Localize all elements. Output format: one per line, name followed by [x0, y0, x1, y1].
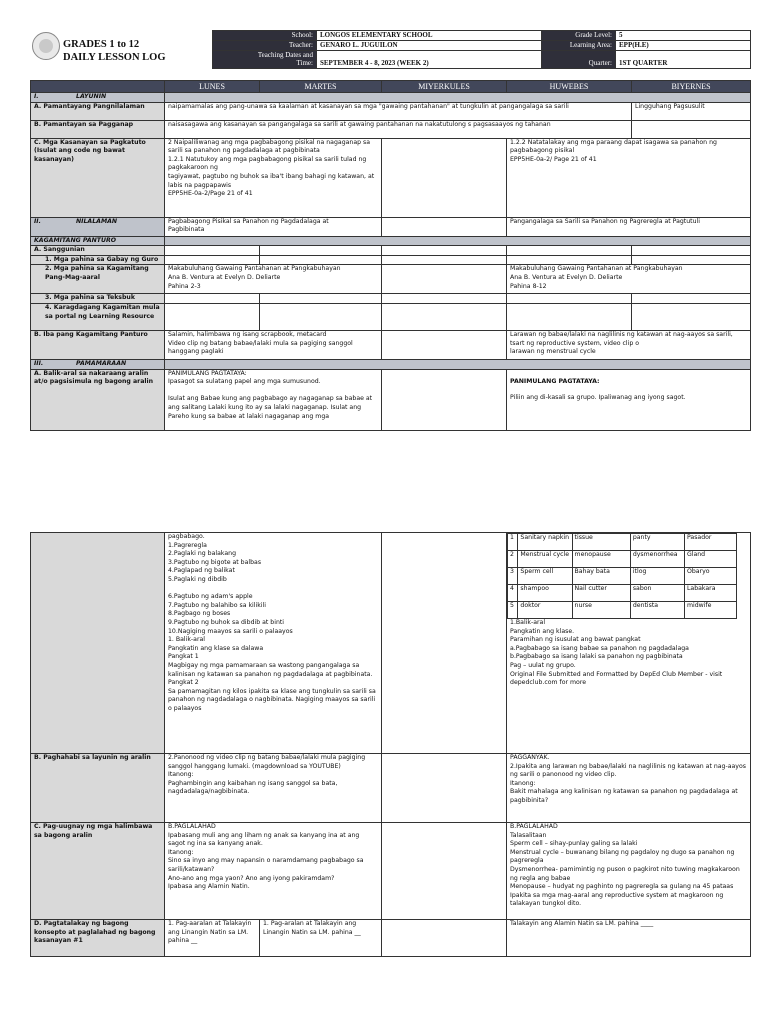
school-value: LONGOS ELEMENTARY SCHOOL [317, 31, 542, 41]
huwebes-pretest-title: PANIMULANG PAGTATAYA: [510, 377, 600, 385]
section-layunin [31, 93, 751, 103]
dates-value: SEPTEMBER 4 - 8, 2023 (WEEK 2) [317, 51, 542, 69]
grid-row [508, 602, 737, 619]
grid-row [508, 568, 737, 585]
grid-row [508, 585, 737, 602]
cell-lunes: PANIMULANG PAGTATAYA: Ipasagot sa sulatang papel ang mga sumusunod. Isulat ang Babae kung ang pagbabago ay nagaganap sa babae at ang salitang Lalaki kung ito ay sa lalaki nagaganap. Isulat ang Pareho kung sa babae at lalaki nagaganap ang mga [165, 369, 382, 430]
section-pamamaraan-label: III. PAMAMARAAN [31, 359, 165, 369]
day-lunes: LUNES [165, 81, 260, 93]
section-nilalaman-label: II. NILALAMAN [31, 217, 165, 236]
grid-cell: dentista [630, 602, 684, 619]
lesson-table-page1 [30, 80, 750, 431]
cell-lunes: 2.Panonood ng video clip ng batang babae/lalaki mula pagiging sanggol hanggang lumaki. (magdownload sa YOUTUBE) Itanong: Paghambingin ang kaibahan ng isang sanggol sa bata, nagdadalaga/nagbibinata. [165, 754, 382, 823]
cell-lunes: naisasagawa ang kasanayan sa pangangalaga sa sarili at gawaing pantahanan na nakatutulong s pagsasaayos ng tahanan [165, 120, 632, 138]
day-huwebes: HUWEBES [507, 81, 632, 93]
row-label: C. Pag-uugnay ng mga halimbawa sa bagong aralin [31, 823, 165, 920]
grid-cell: Bahay bata [572, 568, 630, 585]
row-karagdagang-kagamitan [31, 303, 751, 330]
grid-cell: Menstrual cycle [518, 551, 572, 568]
quarter-label: Quarter: [542, 51, 616, 69]
grade-value: 5 [616, 31, 751, 41]
cell-huwebes [507, 369, 751, 430]
row-gabay-guro [31, 255, 751, 265]
cell-lunes: Salamin, halimbawa ng isang scrapbook, metacard Video clip ng batang babae/lalaki mula sa pagiging sanggol hanggang paglaki [165, 330, 382, 359]
lesson-table-page2 [30, 532, 750, 957]
title-line2: DAILY LESSON LOG [63, 52, 166, 63]
grid-cell: Sperm cell [518, 568, 572, 585]
row-pagtatalakay [31, 920, 751, 957]
cell-huwebes [507, 533, 751, 754]
teacher-label: Teacher: [213, 41, 317, 51]
cell-lunes: B.PAGLALAHAD Ipabasang muli ang ang liham ng anak sa kanyang ina at ang sagot ng ina sa kanyang anak. Itanong: Sino sa inyo ang may napansin o naramdamang pagbabago sa sarili/katawan? Ano-ano ang mga yaon? Ano ang iyong pakiramdam? Ipabasa ang Alamin Natin. [165, 823, 382, 920]
row-label: B. Pamantayan sa Pagganap [31, 120, 165, 138]
row-label: 1. Mga pahina sa Gabay ng Guro [31, 255, 165, 265]
row-kagamitang-mag-aaral [31, 265, 751, 294]
day-header-row [31, 81, 751, 93]
row-label: D. Pagtatalakay ng bagong konsepto at paglalahad ng bagong kasanayan #1 [31, 920, 165, 957]
cell-lunes: Makabuluhang Gawaing Pantahanan at Pangkabuhayan Ana B. Ventura at Evelyn D. Deliarte Pahina 2-3 [165, 265, 382, 294]
dates-label-1: Teaching Dates and [257, 51, 313, 59]
cell-huwebes: 1.2.2 Natatalakay ang mga paraang dapat isagawa sa panahon ng pagbabagong pisikal EPP5HE-0a-2/ Page 21 of 41 [507, 138, 751, 217]
row-iba-pang-kagamitan [31, 330, 751, 359]
row-balik-aral [31, 369, 751, 430]
grid-cell: doktor [518, 602, 572, 619]
row-pag-uugnay [31, 823, 751, 920]
row-nilalaman [31, 217, 751, 236]
area-label: Learning Area: [542, 41, 616, 51]
row-label: 4. Karagdagang Kagamitan mula sa portal ng Learning Resource [31, 303, 165, 330]
row-pamantayang-pangnilalaman [31, 102, 751, 120]
section-pamamaraan [31, 359, 751, 369]
deped-seal-icon [32, 32, 60, 60]
dates-label-2: Time: [296, 59, 313, 67]
cell-lunes: 2 Naipaliliwanag ang mga pagbabagong pisikal na nagaganap sa sarili sa panahon ng pagdadalaga at pagbibinata 1.2.1 Natutukoy ang mga pagbabagong pisikal sa sarili tulad ng pagkakaroon ng tagiyawat, pagtubo ng buhok sa iba't ibang bahagi ng katawan, at labis na pagpapawis EPP5HE-0a-2/Page 21 of 41 [165, 138, 382, 217]
section-kagamitan-label: KAGAMITANG PANTURO [31, 236, 165, 246]
grid-cell: menopause [572, 551, 630, 568]
grid-cell: Pasador [684, 534, 736, 551]
row-label: B. Iba pang Kagamitang Panturo [31, 330, 165, 359]
grid-cell: itlog [630, 568, 684, 585]
row-label: A. Balik-aral sa nakaraang aralin at/o pagsisimula ng bagong aralin [31, 369, 165, 430]
grid-cell: sabon [630, 585, 684, 602]
row-label: A. Pamantayang Pangnilalaman [31, 102, 165, 120]
row-paghahabi [31, 754, 751, 823]
school-label: School: [213, 31, 317, 41]
grid-row [508, 534, 737, 551]
section-layunin-label: I. LAYUNIN [31, 93, 165, 103]
cell-huwebes: Talakayin ang Alamin Natin sa LM. pahina ____ [507, 920, 751, 957]
grid-cell: tissue [572, 534, 630, 551]
section-kagamitan [31, 236, 751, 246]
grid-row-number: 4 [508, 585, 518, 602]
row-label: B. Paghahabi sa layunin ng aralin [31, 754, 165, 823]
grid-cell: nurse [572, 602, 630, 619]
grid-cell: shampoo [518, 585, 572, 602]
row-kasanayan [31, 138, 751, 217]
form-title [63, 38, 166, 64]
cell-huwebes: Makabuluhang Gawaing Pantahanan at Pangkabuhayan Ana B. Ventura at Evelyn D. Deliarte Pahina 8-12 [507, 265, 751, 294]
area-value: EPP(H.E) [616, 41, 751, 51]
grid-row-number: 3 [508, 568, 518, 585]
grid-cell: Obaryo [684, 568, 736, 585]
row-label: 2. Mga pahina sa Kagamitang Pang-Mag-aaral [31, 265, 165, 294]
cell-huwebes: Pangangalaga sa Sarili sa Panahon ng Pagreregla at Pagtutuli [507, 217, 751, 236]
row-label: A. Sanggunian [31, 246, 165, 256]
grid-cell: dysmenorrhea [630, 551, 684, 568]
cell-lunes: naipamamalas ang pang-unawa sa kaalaman at kasanayan sa mga "gawaing pantahanan" at tungkulin at pangangalaga sa sarili [165, 102, 632, 120]
dates-label [213, 51, 317, 69]
cell-huwebes: B.PAGLALAHAD Talasalitaan Sperm cell – sihay-punlay galing sa lalaki Menstrual cycle – buwanang bilang ng pagdaloy ng dugo sa panahon ng pagreregla Dysmenorrhea- pamimintig ng puson o pagkirot nito tuwing magkakaroon ng regla ang babae Menopause – hudyat ng paghinto ng pagreregla sa gulang na 45 pataas Ipakita sa mga mag-aaral ang reproductive system at magkaroon ng talakayan tungkol dito. [507, 823, 751, 920]
header [30, 30, 750, 72]
grid-row-number: 2 [508, 551, 518, 568]
grade-label: Grade Level: [542, 31, 616, 41]
huwebes-pretest-text: Piliin ang di-kasali sa grupo. Ipaliwanag ang iyong sagot. [510, 394, 686, 402]
row-label: C. Mga Kasanayan sa Pagkatuto (Isulat ang code ng bawat kasanayan) [31, 138, 165, 217]
grid-cell: Gland [684, 551, 736, 568]
quarter-value: 1ST QUARTER [616, 51, 751, 69]
grid-row-number: 1 [508, 534, 518, 551]
title-line1: GRADES 1 to 12 [63, 39, 140, 50]
day-header-blank [31, 81, 165, 93]
row-pamantayan-sa-pagganap [31, 120, 751, 138]
row-teksbuk [31, 294, 751, 304]
grid-row-number: 5 [508, 602, 518, 619]
grid-row [508, 551, 737, 568]
grid-cell: midwife [684, 602, 736, 619]
grid-cell: Sanitary napkin [518, 534, 572, 551]
grid-cell: panty [630, 534, 684, 551]
row-label: 3. Mga pahina sa Teksbuk [31, 294, 165, 304]
teacher-value: GENARO L. JUGUILON [317, 41, 542, 51]
grid-cell: Labakara [684, 585, 736, 602]
day-miyerkules: MIYERKULES [382, 81, 507, 93]
day-biyernes: BIYERNES [632, 81, 751, 93]
header-meta-table [212, 30, 751, 69]
row-balik-aral-continued [31, 533, 751, 754]
grid-cell: Nail cutter [572, 585, 630, 602]
row-sanggunian [31, 246, 751, 256]
cell-biyernes: Lingguhang Pagsusulit [632, 102, 751, 120]
cell-lunes: pagbabago. 1.Pagreregla 2.Paglaki ng balakang 3.Pagtubo ng bigote at balbas 4.Paglapad ng balikat 5.Paglaki ng dibdib 6.Pagtubo ng adam's apple 7.Pagtubo ng balahibo sa kilikili 8.Pagbago ng boses 9.Pagtubo ng buhok sa dibdib at binti 10.Nagiging maayos sa sarili o palaayos 1. Balik-aral Pangkatin ang klase sa dalawa Pangkat 1 Magbigay ng mga pamamaraan sa wastong pangangalaga sa kalinisan ng katawan sa panahon ng pagdadalaga at pagbibinata. Pangkat 2 Sa pamamagitan ng kilos ipakita sa klase ang tungkulin sa sarili sa panahon ng nagdadalaga o nagbibinata. Nagiging maayos sa sarili o palaayos [165, 533, 382, 754]
cell-lunes: 1. Pag-aaralan at Talakayin ang Linangin Natin sa LM. pahina __ [165, 920, 260, 957]
day-martes: MARTES [260, 81, 382, 93]
huwebes-balik-aral-text: 1.Balik-aral Pangkatin ang klase. Paramihan ng isusulat ang bawat pangkat a.Pagbabago sa isang babae sa panahon ng pagdadalaga b.Pagbabago sa isang lalaki sa panahon ng pagbibinata Pag – uulat ng grupo. Original File Submitted and Formatted by DepEd Club Member - visit depedclub.com for more [510, 619, 723, 687]
cell-huwebes: PAGGANYAK. 2.Ipakita ang larawan ng babae/lalaki na naglilinis ng katawan at nag-aayos ng sarili o panonood ng video clip. Itanong: Bakit mahalaga ang kalinisan ng katawan sa panahon ng pagdadalaga at pagbibinita? [507, 754, 751, 823]
di-kasali-grid [507, 533, 737, 619]
cell-martes: 1. Pag-aralan at Talakayin ang Linangin Natin sa LM. pahina __ [260, 920, 382, 957]
cell-huwebes: Larawan ng babae/lalaki na naglilinis ng katawan at nag-aayos sa sarili, tsart ng reproductive system, video clip o larawan ng menstrual cycle [507, 330, 751, 359]
cell-lunes: Pagbabagong Pisikal sa Panahon ng Pagdadalaga at Pagbibinata [165, 217, 382, 236]
